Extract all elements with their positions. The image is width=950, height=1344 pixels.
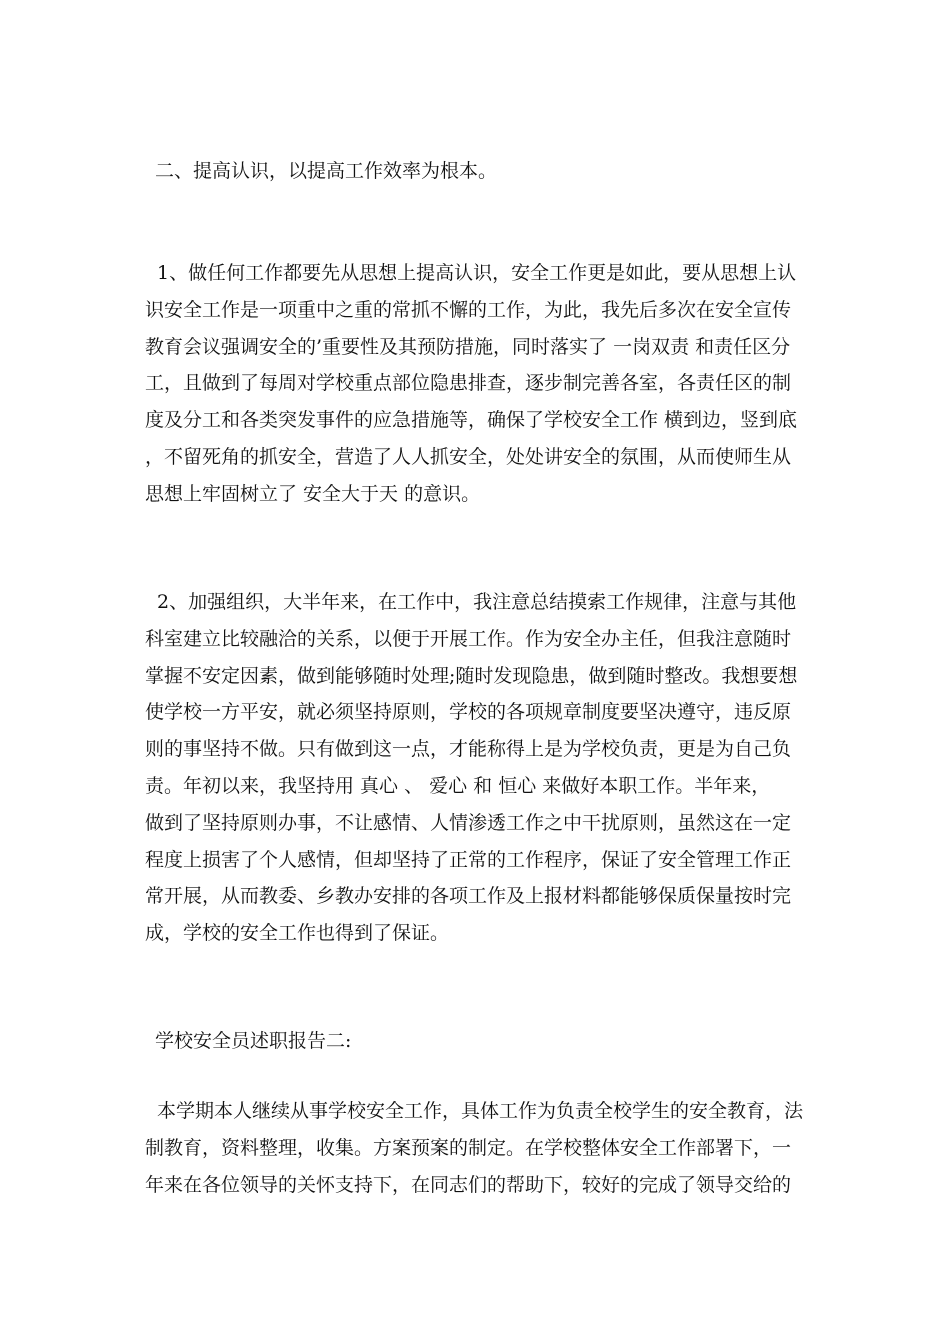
paragraph-2	[145, 584, 810, 952]
section-heading-2: 二、提高认识，以提高工作效率为根本。	[155, 160, 498, 182]
paragraph-line: 使学校一方平安，就必须坚持原则，学校的各项规章制度要坚决遵守，违反原	[145, 701, 792, 724]
paragraph-line: 责。年初以来，我坚持用 真心 、 爱心 和 恒心 来做好本职工作。半年来，	[145, 774, 771, 797]
paragraph-line: 1、做任何工作都要先从思想上提高认识，安全工作更是如此，要从思想上认	[157, 262, 797, 284]
paragraph-line: 教育会议强调安全的’重要性及其预防措施，同时落实了 一岗双责 和责任区分	[145, 335, 791, 358]
paragraph-1	[145, 255, 810, 513]
paragraph-line: 识安全工作是一项重中之重的常抓不懈的工作，为此，我先后多次在安全宣传	[145, 298, 792, 321]
paragraph-line: 工，且做到了每周对学校重点部位隐患排查，逐步制完善各室，各责任区的制	[145, 372, 792, 395]
paragraph-line: 做到了坚持原则办事，不让感情、人情渗透工作之中干扰原则，虽然这在一定	[145, 811, 792, 834]
report-subtitle: 学校安全员述职报告二:	[155, 1030, 352, 1052]
paragraph-line: 2、加强组织，大半年来，在工作中，我注意总结摸索工作规律，注意与其他	[157, 591, 797, 613]
paragraph-3	[145, 1093, 810, 1203]
paragraph-line: 常开展，从而教委、乡教办安排的各项工作及上报材料都能够保质保量按时完	[145, 885, 792, 908]
paragraph-line: 科室建立比较融洽的关系，以便于开展工作。作为安全办主任，但我注意随时	[145, 627, 792, 650]
paragraph-line: ，不留死角的抓安全，营造了人人抓安全，处处讲安全的氛围，从而使师生从	[145, 445, 792, 468]
paragraph-line: 成，学校的安全工作也得到了保证。	[145, 922, 450, 945]
paragraph-line: 掌握不安定因素，做到能够随时处理;随时发现隐患，做到随时整改。我想要想	[145, 664, 798, 687]
paragraph-line: 本学期本人继续从事学校安全工作，具体工作为负责全校学生的安全教育，法	[157, 1100, 804, 1122]
paragraph-line: 年来在各位领导的关怀支持下，在同志们的帮助下，较好的完成了领导交给的	[145, 1173, 792, 1196]
paragraph-line: 思想上牢固树立了 安全大于天 的意识。	[145, 482, 481, 505]
paragraph-line: 程度上损害了个人感情，但却坚持了正常的工作程序，保证了安全管理工作正	[145, 848, 792, 871]
paragraph-line: 制教育，资料整理，收集。方案预案的制定。在学校整体安全工作部署下，一	[145, 1136, 792, 1159]
paragraph-line: 度及分工和各类突发事件的应急措施等，确保了学校安全工作 横到边，竖到底	[145, 409, 798, 432]
paragraph-line: 则的事坚持不做。只有做到这一点，才能称得上是为学校负责，更是为自己负	[145, 738, 792, 761]
